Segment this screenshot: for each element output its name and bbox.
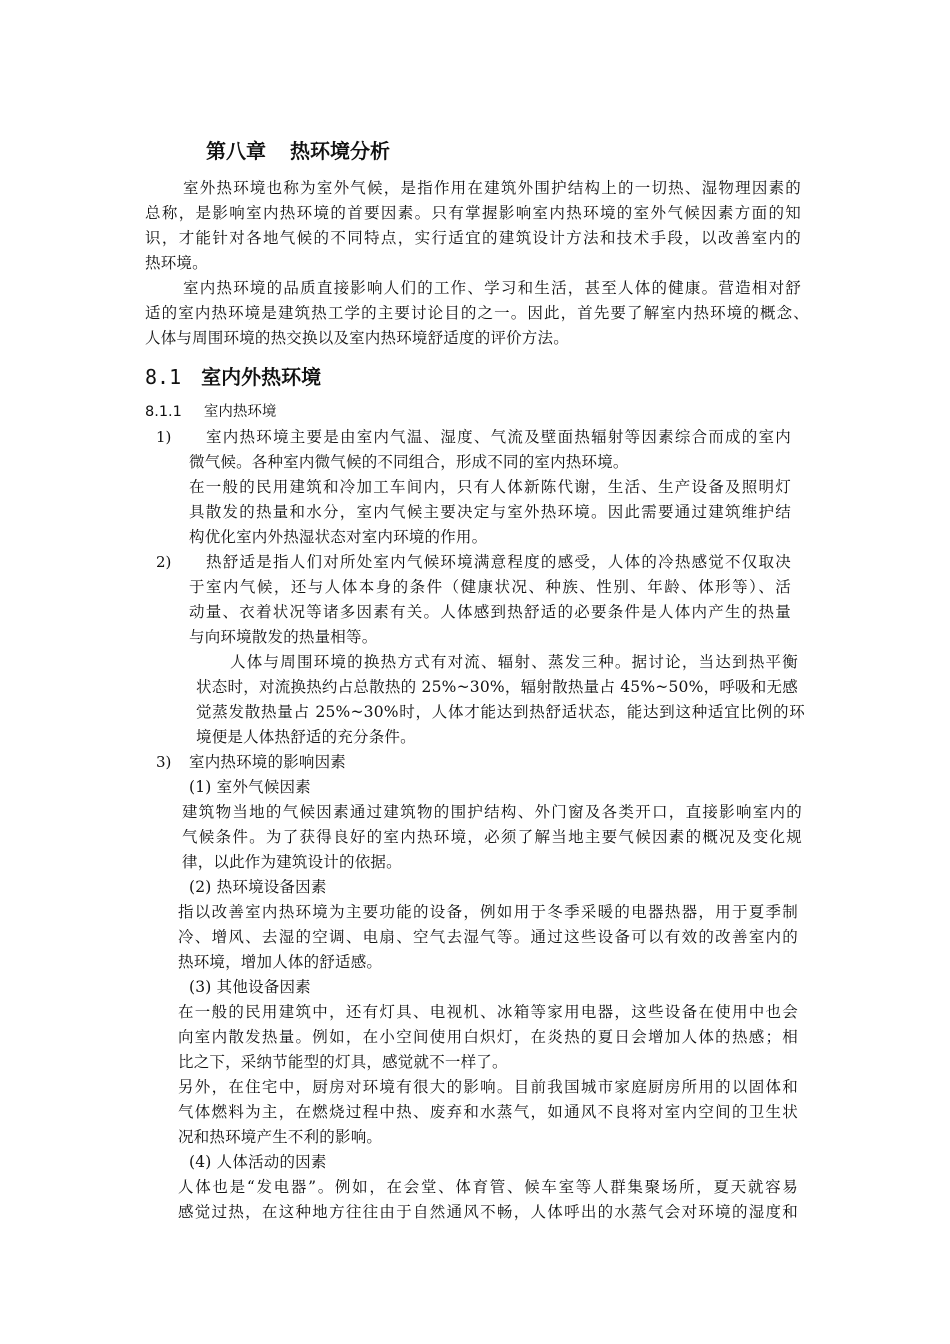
- item3-sub2-title: (2) 热环境设备因素: [189, 878, 327, 896]
- item-marker: 3): [156, 753, 172, 771]
- item3-sub3-line: 况和热环境产生不利的影响。: [178, 1128, 383, 1146]
- intro-p1-line: 识，才能针对各地气候的不同特点，实行适宜的建筑设计方法和技术手段，以改善室内的: [145, 229, 801, 247]
- section-number: 8.1: [145, 365, 182, 389]
- item3-sub2-line: 指以改善室内热环境为主要功能的设备，例如用于冬季采暖的电器热器，用于夏季制: [178, 903, 798, 921]
- item3-sub3-title: (3) 其他设备因素: [189, 978, 311, 996]
- item3-sub2-line: 冷、增风、去湿的空调、电扇、空气去湿气等。通过这些设备可以有效的改善室内的: [178, 928, 798, 946]
- item2-line: 于室内气候，还与人体本身的条件（健康状况、种族、性别、年龄、体形等）、活: [189, 578, 791, 596]
- item1-line: 室内热环境主要是由室内气温、湿度、气流及壁面热辐射等因素综合而成的室内: [206, 428, 791, 446]
- subsection-number: 8.1.1: [145, 404, 182, 420]
- item3-sub1-line: 气候条件。为了获得良好的室内热环境，必须了解当地主要气候因素的概况及变化规: [182, 828, 802, 846]
- chapter-number: 第八章: [206, 139, 266, 163]
- item3-sub2-line: 热环境，增加人体的舒适感。: [178, 953, 383, 971]
- item2-line: 与向环境散发的热量相等。: [189, 628, 378, 646]
- intro-p1-line: 室外热环境也称为室外气候，是指作用在建筑外围护结构上的一切热、湿物理因素的: [183, 179, 801, 197]
- item1-line: 在一般的民用建筑和冷加工车间内，只有人体新陈代谢，生活、生产设备及照明灯: [189, 478, 791, 496]
- item1-line: 构优化室内外热湿状态对室内环境的作用。: [189, 528, 488, 546]
- chapter-title-text: 热环境分析: [290, 139, 390, 163]
- item3-sub3-line: 气体燃料为主，在燃烧过程中热、废弃和水蒸气，如通风不良将对室内空间的卫生状: [178, 1103, 798, 1121]
- item3-sub4-line: 感觉过热，在这种地方往往由于自然通风不畅，人体呼出的水蒸气会对环境的湿度和: [178, 1203, 798, 1221]
- subsection-title: 室内热环境: [203, 404, 277, 420]
- item2-line: 境便是人体热舒适的充分条件。: [196, 728, 416, 746]
- item1-line: 微气候。各种室内微气候的不同组合，形成不同的室内热环境。: [189, 453, 629, 471]
- item2-line: 动量、衣着状况等诸多因素有关。人体感到热舒适的必要条件是人体内产生的热量: [189, 603, 791, 621]
- item3-sub4-line: 人体也是“发电器”。例如，在会堂、体育管、候车室等人群集聚场所，夏天就容易: [178, 1178, 798, 1196]
- item3-sub3-line: 另外，在住宅中，厨房对环境有很大的影响。目前我国城市家庭厨房所用的以固体和: [178, 1078, 798, 1096]
- chapter-title: [206, 136, 390, 166]
- item3-sub3-line: 在一般的民用建筑中，还有灯具、电视机、冰箱等家用电器，这些设备在使用中也会: [178, 1003, 798, 1021]
- item3-sub1-title: (1) 室外气候因素: [189, 778, 311, 796]
- section-title: 室内外热环境: [201, 365, 322, 389]
- item3-sub3-line: 向室内散发热量。例如，在小空间使用白炽灯，在炎热的夏日会增加人体的热感；相: [178, 1028, 798, 1046]
- section-heading-8-1: [145, 362, 321, 392]
- intro-p2-line: 适的室内热环境是建筑热工学的主要讨论目的之一。因此，首先要了解室内热环境的概念、: [145, 304, 809, 322]
- intro-p2-line: 人体与周围环境的热交换以及室内热环境舒适度的评价方法。: [145, 329, 569, 347]
- intro-p2-line: 室内热环境的品质直接影响人们的工作、学习和生活，甚至人体的健康。营造相对舒: [183, 279, 801, 297]
- section-heading-8-1-1: [145, 401, 276, 423]
- item2-line: 人体与周围环境的换热方式有对流、辐射、蒸发三种。据讨论，当达到热平衡: [230, 653, 798, 671]
- item3-title: 室内热环境的影响因素: [189, 753, 347, 771]
- item-marker: 1): [156, 428, 172, 446]
- item3-sub4-title: (4) 人体活动的因素: [189, 1153, 327, 1171]
- item1-line: 具散发的热量和水分，室内气候主要决定与室外热环境。因此需要通过建筑维护结: [189, 503, 791, 521]
- item2-line: 热舒适是指人们对所处室内气候环境满意程度的感受，人体的冷热感觉不仅取决: [206, 553, 791, 571]
- item3-sub1-line: 律，以此作为建筑设计的依据。: [182, 853, 402, 871]
- intro-p1-line: 总称，是影响室内热环境的首要因素。只有掌握影响室内热环境的室外气候因素方面的知: [145, 204, 801, 222]
- item3-sub1-line: 建筑物当地的气候因素通过建筑物的围护结构、外门窗及各类开口，直接影响室内的: [182, 803, 802, 821]
- item2-line: 状态时，对流换热约占总散热的 25%~30%，辐射散热量占 45%~50%，呼吸和无感: [196, 678, 798, 696]
- item3-sub3-line: 比之下，采纳节能型的灯具，感觉就不一样了。: [178, 1053, 508, 1071]
- item-marker: 2): [156, 553, 172, 571]
- intro-p1-line: 热环境。: [145, 254, 208, 272]
- item2-line: 觉蒸发散热量占 25%~30%时，人体才能达到热舒适状态，能达到这种适宜比例的环: [196, 703, 805, 721]
